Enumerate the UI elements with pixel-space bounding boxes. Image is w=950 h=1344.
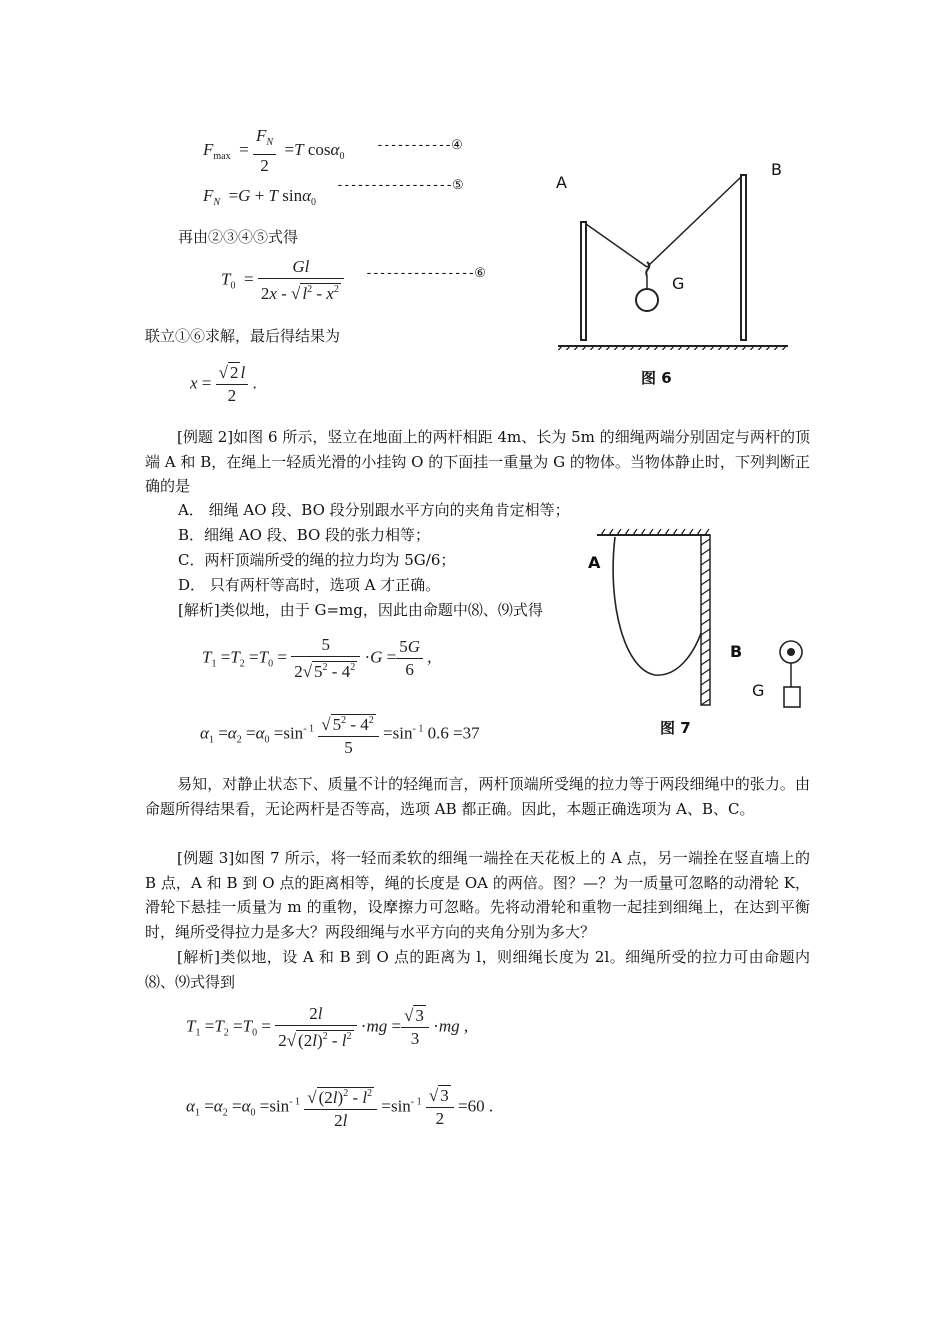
example-2-option-a: A． 细绳 AO 段、BO 段分别跟水平方向的夹角肯定相等； [178, 501, 570, 519]
figure-6-pole-a [581, 222, 586, 340]
formula-fn-tag: -----------------⑤ [336, 178, 463, 193]
figure-7-caption: 图 7 [660, 719, 691, 737]
lead-text-1: 再由②③④⑤式得 [178, 228, 299, 246]
figure-7-rope [613, 537, 701, 675]
example-3-analysis: [解析]类似地，设 A 和 B 到 O 点的距离为 l，则细绳长度为 2l。细绳所受的拉力可由命题内⑻、⑼式得到 [145, 948, 810, 991]
formula-fn: $F_N =G + T$ sinα$_0$ [203, 186, 317, 208]
figure-6-label-b: B [771, 160, 782, 179]
formula-fmax-tag: -----------④ [376, 138, 462, 153]
example-2-question: [例题 2]如图 6 所示，竖立在地面上的两杆相距 4m、长为 5m 的细绳两端分别固定与两杆的顶端 A 和 B，在绳上一轻质光滑的小挂钩 O 的下面挂一重量为 G 的物体。当物体静止时，下列判断正确的是 [145, 428, 810, 495]
example-2-option-d: D． 只有两杆等高时，选项 A 才正确。 [178, 576, 441, 594]
figure-7 [585, 525, 815, 725]
formula-example-2-tension: $T_1 =T_2 =T_0$ = $\frac{5}{2√ 5^2 - 4^2}$ ·G = $\frac{5G}{6}$ , [202, 635, 432, 681]
formula-fmax: $F_{max}$ = $\frac{F_N}{2}$ =T cosα$_0$ [203, 126, 345, 175]
figure-6-caption: 图 6 [641, 369, 672, 387]
formula-example-2-angle: $\alpha_1 =\alpha_2 =\alpha_0 =\sin^{- 1}$ $\frac{√ 5^2 - 4^2}{5}$ $=\sin^{- 1}$ 0.6 =37 [200, 710, 480, 759]
figure-6-label-g: G [672, 274, 685, 293]
formula-t0: $T_0$ = $\frac{Gl}{2x - √ l^2 - x^2}$ [221, 256, 344, 305]
example-2-conclusion: 易知，对静止状态下、质量不计的轻绳而言，两杆顶端所受绳的拉力等于两段细绳中的张力。由命题所得结果看，无论两杆是否等高，选项 AB 都正确。因此，本题正确选项为 A、B、C。 [145, 775, 810, 818]
example-2-option-c: C．两杆顶端所受的绳的拉力均为 5G/6； [178, 551, 456, 569]
figure-6 [548, 150, 798, 350]
figure-6-rope-ao [586, 224, 647, 267]
figure-7-pulley-axle [787, 648, 795, 656]
formula-example-3-angle: $\alpha_1 =\alpha_2 =\alpha_0 =\sin^{- 1}$ $\frac{√ (2l)^2 - l^2}{2l}$ $=\sin^{- 1}$ $\frac{√ 3}{2}$ =60 . [186, 1083, 493, 1132]
figure-6-rope-bo [647, 177, 741, 267]
figure-6-hook [646, 262, 649, 276]
formula-x: x = $\frac{√ 2 l}{2}$ . [190, 363, 257, 405]
example-2-option-b: B．细绳 AO 段、BO 段的张力相等； [178, 526, 431, 544]
figure-6-label-a: A [556, 173, 567, 192]
lead-text-2: 联立①⑥求解，最后得结果为 [145, 327, 341, 345]
figure-6-pole-b [741, 175, 746, 340]
formula-example-3-tension: $T_1 =T_2 =T_0$ = $\frac{2l}{2√ (2l)^2 - l^2}$ ·mg = $\frac{√ 3}{3}$ ·mg , [186, 1004, 469, 1050]
figure-7-label-b: B [730, 642, 743, 661]
figure-7-weight [784, 687, 800, 707]
example-2-analysis: [解析]类似地，由于 G=mg，因此由命题中⑻、⑼式得 [178, 601, 543, 619]
example-3-question: [例题 3]如图 7 所示，将一轻而柔软的细绳一端拴在天花板上的 A 点，另一端拴在竖直墙上的 B 点，A 和 B 到 O 点的距离相等，绳的长度是 OA 的两倍。图？—？为一质量可忽略的动滑轮 K，滑轮下悬挂一质量为 m 的重物，设摩擦力可忽略。先将动滑轮和重物一起挂到细绳上，在达到平衡时，绳所受得拉力是多大？两段细绳与水平方向的夹角分别为多大？ [145, 849, 810, 941]
formula-t0-tag: ----------------⑥ [365, 266, 485, 281]
figure-6-weight [636, 289, 658, 311]
figure-7-label-g: G [752, 681, 765, 700]
figure-7-label-a: A [588, 553, 601, 572]
